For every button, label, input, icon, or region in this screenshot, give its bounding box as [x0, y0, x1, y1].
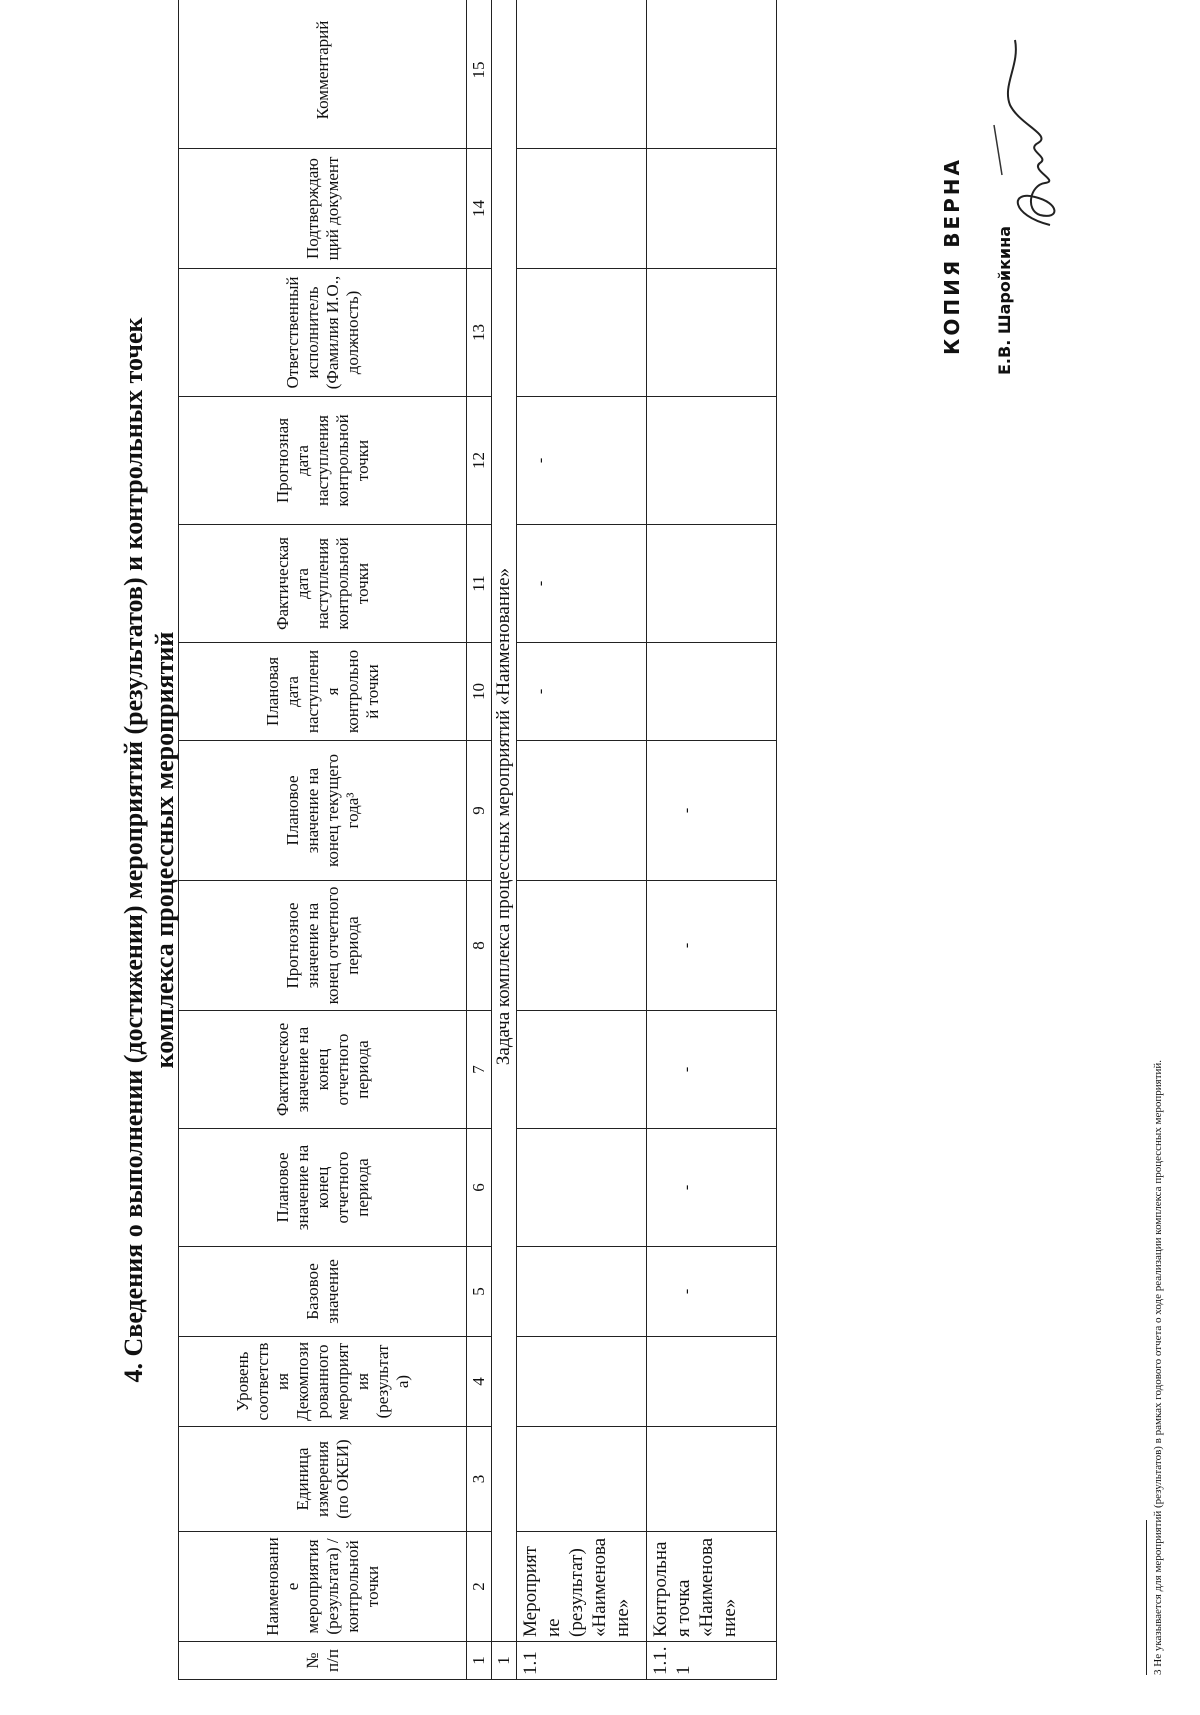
table-cell	[647, 1427, 777, 1532]
table-cell: -	[517, 397, 647, 525]
table-cell	[647, 525, 777, 643]
copy-stamp-title: КОПИЯ ВЕРНА	[940, 157, 964, 355]
task-row	[492, 0, 517, 1680]
table-cell	[517, 1337, 647, 1427]
header-cell: Подтверждающий документ	[179, 149, 467, 269]
column-number: 5	[467, 1247, 492, 1337]
table-cell	[647, 0, 777, 149]
table-cell	[647, 1337, 777, 1427]
table-cell	[647, 149, 777, 269]
column-number-row	[467, 0, 492, 1680]
table-cell	[517, 1247, 647, 1337]
row-title: Мероприятие (результат) «Наименование»	[517, 1532, 647, 1642]
table-cell: -	[647, 1129, 777, 1247]
title-line-2: комплекса процессных мероприятий	[150, 631, 179, 1069]
header-cell: Прогнозное значение на конец отчетного периода	[179, 881, 467, 1011]
page-title	[118, 235, 180, 1465]
table-cell	[517, 1129, 647, 1247]
table-cell: -	[517, 525, 647, 643]
footnote-divider	[1146, 1520, 1147, 1675]
header-cell: Уровень соответствия Декомпозированного мероприятия (результата)	[179, 1337, 467, 1427]
column-number: 1	[467, 1642, 492, 1680]
table-cell	[517, 741, 647, 881]
table-cell	[517, 0, 647, 149]
table-cell	[517, 269, 647, 397]
copy-stamp-name: Е.В. Шаройкина	[995, 226, 1014, 375]
column-number: 12	[467, 397, 492, 525]
header-cell: Ответственный исполнитель (Фамилия И.О., должность)	[179, 269, 467, 397]
table-cell: -	[647, 1247, 777, 1337]
column-number: 6	[467, 1129, 492, 1247]
footnote: 3 Не указывается для мероприятий (результатов) в рамках годового отчета о ходе реализации комплекса процессных мероприятий.	[1152, 1059, 1164, 1675]
column-number: 11	[467, 525, 492, 643]
table-cell: -	[517, 643, 647, 741]
table-cell: -	[647, 1011, 777, 1129]
table-cell	[647, 397, 777, 525]
header-row	[179, 0, 467, 1680]
task-title: Задача комплекса процессных мероприятий «Наименование»	[492, 0, 517, 1642]
title-line-1: 4. Сведения о выполнении (достижении) мероприятий (результатов) и контрольных точек	[119, 317, 148, 1383]
header-cell: № п/п	[179, 1642, 467, 1680]
table-cell: -	[647, 741, 777, 881]
table-cell: -	[647, 881, 777, 1011]
table-cell	[517, 881, 647, 1011]
column-number: 14	[467, 149, 492, 269]
header-cell: Фактическое значение на конец отчетного периода	[179, 1011, 467, 1129]
header-cell: Наименование мероприятия (результата) / контрольной точки	[179, 1532, 467, 1642]
column-number: 7	[467, 1011, 492, 1129]
row-number: 1.1.1	[647, 1642, 777, 1680]
table-cell	[647, 269, 777, 397]
row-number: 1.1	[517, 1642, 647, 1680]
handwritten-signature	[990, 25, 1080, 245]
header-cell: Базовое значение	[179, 1247, 467, 1337]
header-cell: Плановое значение на конец отчетного периода	[179, 1129, 467, 1247]
header-cell: Единица измерения (по ОКЕИ)	[179, 1427, 467, 1532]
table-row	[517, 0, 647, 1680]
row-title: Контрольная точка «Наименование»	[647, 1532, 777, 1642]
column-number: 13	[467, 269, 492, 397]
header-cell: Комментарий	[179, 0, 467, 149]
table-cell	[517, 1011, 647, 1129]
task-number: 1	[492, 1642, 517, 1680]
table-cell	[517, 149, 647, 269]
header-cell: Плановое значение на конец текущего года³	[179, 741, 467, 881]
table-cell	[517, 1427, 647, 1532]
column-number: 8	[467, 881, 492, 1011]
table-cell	[647, 643, 777, 741]
column-number: 15	[467, 0, 492, 149]
table-row	[647, 0, 777, 1680]
column-number: 9	[467, 741, 492, 881]
header-cell: Плановая дата наступления контрольной точки	[179, 643, 467, 741]
column-number: 4	[467, 1337, 492, 1427]
column-number: 3	[467, 1427, 492, 1532]
column-number: 10	[467, 643, 492, 741]
results-table	[178, 0, 777, 1680]
header-cell: Прогнозная дата наступления контрольной точки	[179, 397, 467, 525]
header-cell: Фактическая дата наступления контрольной точки	[179, 525, 467, 643]
column-number: 2	[467, 1532, 492, 1642]
